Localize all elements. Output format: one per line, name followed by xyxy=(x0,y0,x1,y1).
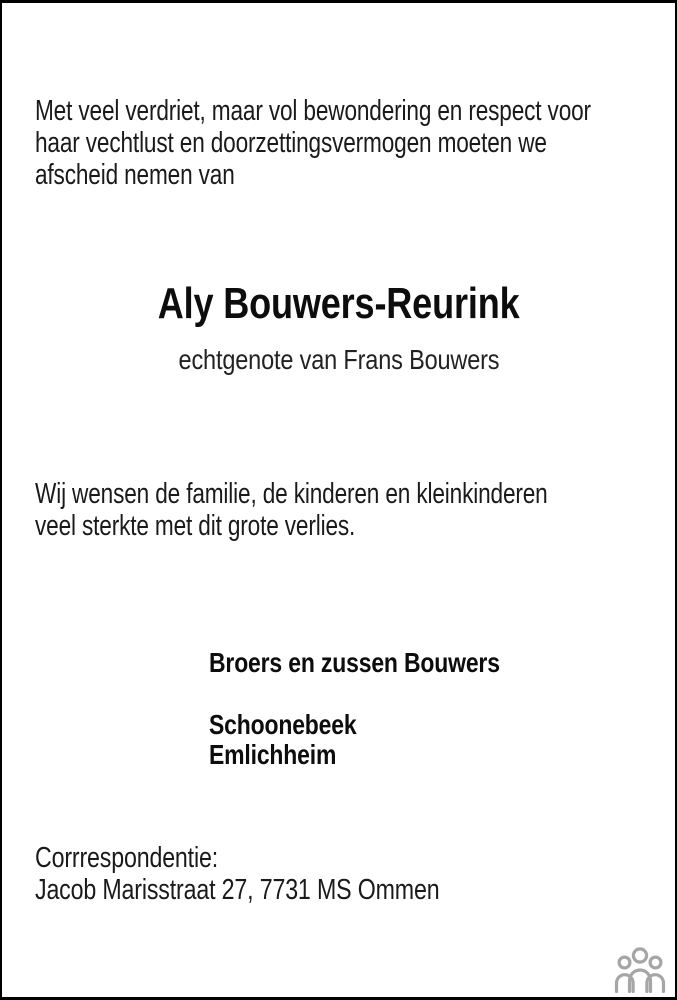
intro-line: afscheid nemen van xyxy=(35,159,235,191)
deceased-relation: echtgenote van Frans Bouwers xyxy=(178,344,499,375)
signature-place: Schoonebeek xyxy=(209,709,357,740)
right-person-head xyxy=(650,957,661,968)
correspondence-label: Corrrespondentie: xyxy=(35,842,218,874)
signature-places xyxy=(209,710,389,770)
center-person-head xyxy=(633,949,646,962)
condolence-line: veel sterkte met dit grote verlies. xyxy=(35,510,356,542)
intro-paragraph xyxy=(35,95,677,191)
correspondence-address: Jacob Marisstraat 27, 7731 MS Ommen xyxy=(35,874,440,906)
family-logo xyxy=(613,947,667,993)
left-person-head xyxy=(619,957,630,968)
intro-line: Met veel verdriet, maar vol bewondering en respect voor xyxy=(35,95,591,127)
signature-family xyxy=(209,647,564,679)
deceased-name: Aly Bouwers-Reurink xyxy=(157,279,520,328)
signature-place: Emlichheim xyxy=(209,739,337,770)
signature-family-line: Broers en zussen Bouwers xyxy=(209,647,500,678)
condolence-paragraph xyxy=(35,478,677,542)
family-icon xyxy=(613,947,667,993)
correspondence-block xyxy=(35,842,541,906)
deceased-relation-row xyxy=(2,344,675,376)
condolence-line: Wij wensen de familie, de kinderen en kleinkinderen xyxy=(35,478,548,510)
deceased-name-row xyxy=(2,279,675,329)
intro-line: haar vechtlust en doorzettingsvermogen moeten we xyxy=(35,127,547,159)
